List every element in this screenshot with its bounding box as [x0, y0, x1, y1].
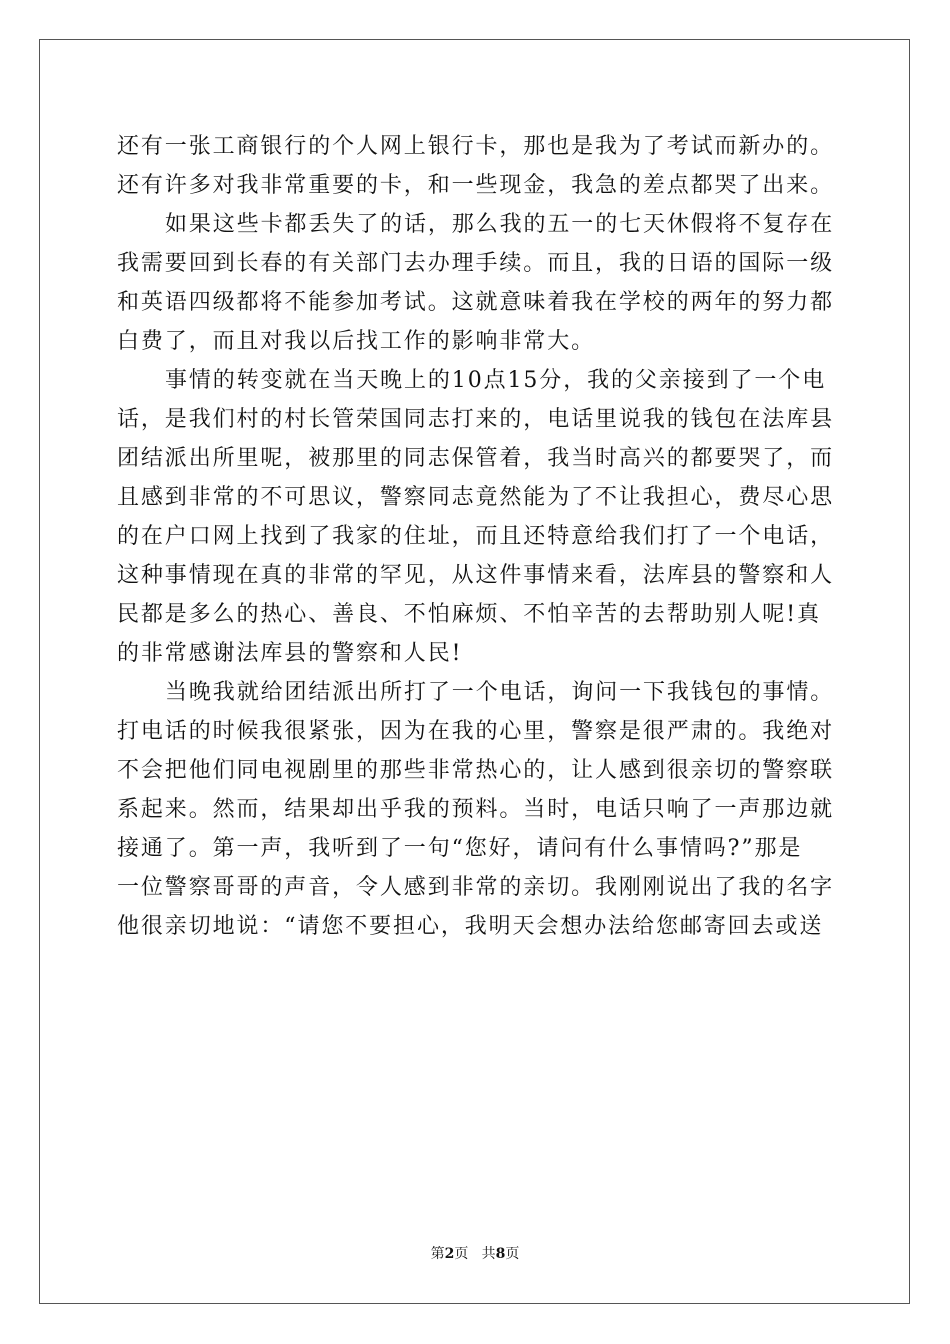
- page-footer: [0, 1245, 950, 1263]
- text-line-4: 我需要回到长春的有关部门去办理手续。而且，我的日语的国际一级: [117, 251, 835, 276]
- text-line-1: 还有一张工商银行的个人网上银行卡，那也是我为了考试而新办的。: [117, 134, 835, 159]
- text-line-17: 不会把他们同电视剧里的那些非常热心的，让人感到很亲切的警察联: [117, 758, 835, 783]
- text-line-19: 接通了。第一声，我听到了一句“您好，请问有什么事情吗?”那是: [117, 836, 803, 861]
- text-line-18: 系起来。然而，结果却出乎我的预料。当时，电话只响了一声那边就: [117, 797, 835, 822]
- text-line-20: 一位警察哥哥的声音，令人感到非常的亲切。我刚刚说出了我的名字: [117, 875, 835, 900]
- document-body: [117, 127, 833, 946]
- text-line-6: 白费了，而且对我以后找工作的影响非常大。: [117, 329, 596, 354]
- text-line-3: 如果这些卡都丢失了的话，那么我的五一的七天休假将不复存在: [165, 212, 835, 237]
- page-total-count: 8: [495, 1246, 506, 1262]
- text-line-13: 民都是多么的热心、善良、不怕麻烦、不怕辛苦的去帮助别人呢!真: [117, 602, 821, 627]
- page-number-current: 2: [444, 1246, 455, 1262]
- text-line-9: 团结派出所里呢，被那里的同志保管着，我当时高兴的都要哭了，而: [117, 446, 835, 471]
- page-number-suffix: 页: [454, 1246, 469, 1262]
- text-line-7: 事情的转变就在当天晚上的10点15分，我的父亲接到了一个电: [165, 368, 827, 393]
- text-line-12: 这种事情现在真的非常的罕见，从这件事情来看，法库县的警察和人: [117, 563, 835, 588]
- text-line-8: 话，是我们村的村长管荣国同志打来的，电话里说我的钱包在法库县: [117, 407, 835, 432]
- text-line-5: 和英语四级都将不能参加考试。这就意味着我在学校的两年的努力都: [117, 290, 835, 315]
- text-line-2: 还有许多对我非常重要的卡，和一些现金，我急的差点都哭了出来。: [117, 173, 835, 198]
- text-line-15: 当晚我就给团结派出所打了一个电话，询问一下我钱包的事情。: [165, 680, 835, 705]
- text-line-16: 打电话的时候我很紧张，因为在我的心里，警察是很严肃的。我绝对: [117, 719, 835, 744]
- text-line-14: 的非常感谢法库县的警察和人民!: [117, 641, 463, 666]
- text-line-10: 且感到非常的不可思议，警察同志竟然能为了不让我担心，费尽心思: [117, 485, 835, 510]
- page-total-suffix: 页: [505, 1246, 520, 1262]
- text-line-11: 的在户口网上找到了我家的住址，而且还特意给我们打了一个电话，: [117, 524, 835, 549]
- page-total-prefix: 共: [481, 1246, 496, 1262]
- page-number-prefix: 第: [430, 1246, 445, 1262]
- text-line-21: 他很亲切地说：“请您不要担心，我明天会想办法给您邮寄回去或送: [117, 914, 824, 939]
